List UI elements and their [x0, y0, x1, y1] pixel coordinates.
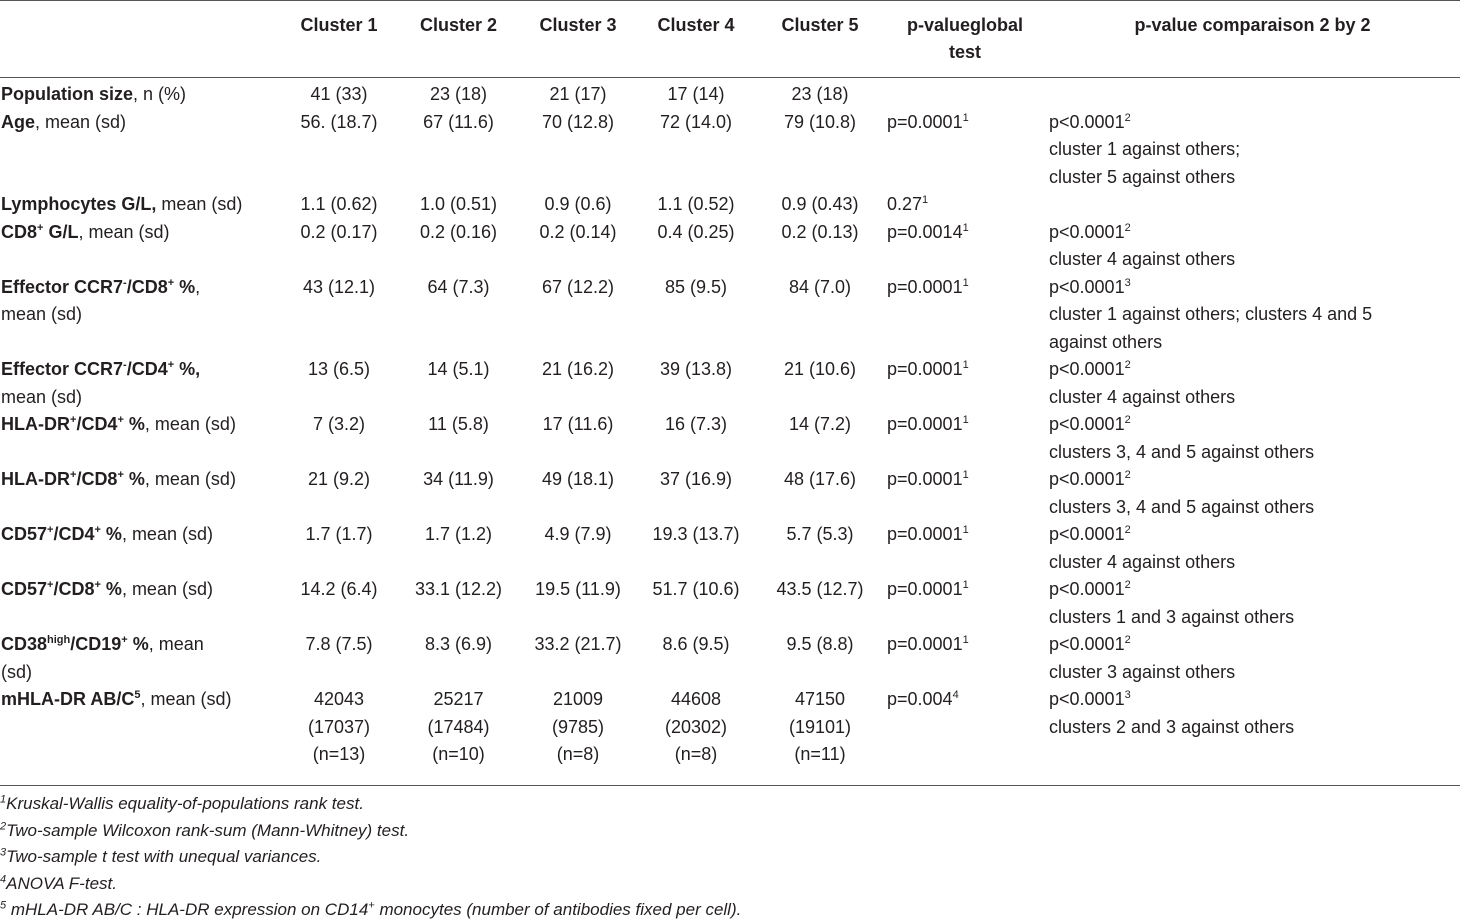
cell-cluster-3: 33.2 (21.7): [534, 634, 622, 654]
cell-cluster-4: 72 (14.0): [659, 111, 733, 132]
cell-pvalue-2by2: $p<0.0001^2$ cluster 1 against others; cluster 5 against others: [1049, 111, 1241, 187]
cell-cluster-2: 14 (5.1): [427, 359, 490, 379]
cell-cluster-4: 85 (9.5): [664, 276, 728, 297]
cell-cluster-3: 0.9 (0.6): [544, 194, 612, 214]
row-label: CD8+ G/L, mean (sd): [1, 221, 170, 242]
footnote-4: $^4$ANOVA F-test.: [0, 872, 117, 893]
row-label: mHLA-DR $AB/C^5$, mean (sd): [1, 689, 232, 709]
cell-cluster-3: 70 (12.8): [541, 111, 615, 132]
cell-cluster-3: 67 (12.2): [541, 276, 615, 297]
cell-cluster-4: 19.3 (13.7): [652, 524, 740, 544]
cell-pvalue-global: $p=0.0001^1$: [887, 359, 969, 379]
cell-cluster-2: 25217 (17484) (n=10): [427, 689, 490, 764]
cell-cluster-5: 14 (7.2): [788, 414, 852, 434]
cell-pvalue-global: $p=0.0001^1$: [887, 524, 969, 544]
cell-cluster-3: 4.9 (7.9): [544, 524, 612, 544]
cell-cluster-5: 43.5 (12.7): [776, 579, 864, 599]
top-rule: [0, 0, 1460, 1]
cell-cluster-1: 13 (6.5): [307, 359, 371, 379]
header-label: [0, 12, 280, 78]
row-label: Lymphocytes G/L, mean (sd): [1, 194, 243, 214]
cell-cluster-4: 1.1 (0.52): [657, 194, 735, 214]
cell-pvalue-2by2: $p<0.0001^2$ clusters 1 and 3 against others: [1049, 579, 1295, 627]
cell-cluster-2: 64 (7.3): [427, 276, 490, 297]
cell-cluster-1: 41 (33): [310, 84, 368, 104]
cell-cluster-1: 42043 (17037) (n=13): [307, 689, 371, 764]
header-pvalue-global: p-valueglobal test: [906, 15, 1023, 62]
header-cluster-5: Cluster 5: [781, 15, 859, 35]
cell-cluster-5: 5.7 (5.3): [786, 524, 854, 544]
cell-cluster-4: 8.6 (9.5): [662, 634, 730, 654]
cell-pvalue-global: $p=0.004^4$: [887, 689, 959, 709]
cell-pvalue-2by2: $p<0.0001^2$ cluster 4 against others: [1049, 359, 1236, 407]
bottom-rule: [0, 785, 1460, 786]
cell-cluster-4: 17 (14): [667, 84, 725, 104]
cell-cluster-5: 48 (17.6): [783, 469, 857, 489]
cell-pvalue-2by2: $p<0.0001^3$ cluster 1 against others; clusters 4 and 5 against others: [1049, 276, 1373, 352]
cell-cluster-3: 0.2 (0.14): [539, 221, 617, 242]
cell-cluster-5: 47150 (19101) (n=11): [788, 689, 852, 764]
table-row: [0, 521, 1460, 576]
footnotes: [0, 791, 741, 924]
cell-cluster-1: 1.1 (0.62): [300, 194, 378, 214]
cell-pvalue-global: $p=0.0001^1$: [887, 469, 969, 489]
cell-pvalue-2by2: [1045, 191, 1460, 219]
row-label: Population size, n (%): [1, 84, 187, 104]
cell-pvalue-2by2: $p<0.0001^3$ clusters 2 and 3 against others: [1049, 689, 1295, 737]
cell-pvalue-2by2: $p<0.0001^2$ cluster 4 against others: [1049, 221, 1236, 269]
cell-pvalue-2by2: [1045, 78, 1460, 109]
cell-cluster-3: 49 (18.1): [541, 469, 615, 489]
cell-cluster-1: 43 (12.1): [302, 276, 376, 297]
cell-cluster-4: 16 (7.3): [664, 414, 728, 434]
table-row: [0, 191, 1460, 219]
table-row: [0, 274, 1460, 357]
cell-cluster-1: 21 (9.2): [307, 469, 371, 489]
cell-pvalue-global: 0.27$^1$: [887, 194, 929, 214]
cell-cluster-2: 67 (11.6): [423, 111, 494, 132]
cluster-table: [0, 12, 1460, 769]
cell-pvalue-global: $p=0.0001^1$: [887, 579, 969, 599]
cell-cluster-1: 14.2 (6.4): [300, 579, 378, 599]
cell-cluster-5: 21 (10.6): [783, 359, 857, 379]
cell-cluster-2: 8.3 (6.9): [424, 634, 493, 654]
cell-cluster-5: 9.5 (8.8): [786, 634, 854, 654]
cell-cluster-3: 21 (17): [549, 84, 607, 104]
cell-cluster-1: 7 (3.2): [312, 414, 366, 434]
cell-cluster-5: 0.2 (0.13): [781, 221, 859, 242]
cell-pvalue-global: $p=0.0001^1$: [887, 414, 969, 434]
cell-cluster-3: 21 (16.2): [541, 359, 615, 379]
cell-cluster-3: 19.5 (11.9): [535, 579, 621, 599]
row-label: CD57+/CD8+ %, mean (sd): [1, 579, 213, 599]
table-row: [0, 78, 1460, 109]
row-label: HLA-DR+/CD8+ %, mean (sd): [1, 469, 236, 489]
row-label: Effector CCR7-/CD8+ %, mean (sd): [1, 276, 201, 324]
cell-pvalue-global: $p=0.0014^1$: [887, 221, 969, 242]
row-label: HLA-DR+/CD4+ %, mean (sd): [1, 414, 236, 434]
cell-cluster-4: 37 (16.9): [659, 469, 733, 489]
table-row: [0, 631, 1460, 686]
cell-cluster-5: 0.9 (0.43): [781, 194, 859, 214]
cell-pvalue-global: $p=0.0001^1$: [887, 111, 969, 132]
cell-pvalue-global: $p=0.0001^1$: [887, 276, 969, 297]
row-label: Age, mean (sd): [1, 111, 127, 132]
row-label: $CD38^{high}/CD19^+$ %, mean (sd): [1, 634, 204, 682]
cell-cluster-1: 56. (18.7): [300, 111, 378, 132]
header-cluster-1: Cluster 1: [300, 15, 378, 35]
table-row: [0, 686, 1460, 769]
table-row: [0, 356, 1460, 411]
cell-cluster-2: 11 (5.8): [428, 414, 489, 434]
cell-cluster-2: 1.0 (0.51): [419, 194, 498, 214]
table-row: [0, 576, 1460, 631]
cell-cluster-2: 34 (11.9): [423, 469, 494, 489]
cell-pvalue-2by2: $p<0.0001^2$ clusters 3, 4 and 5 against others: [1049, 469, 1315, 517]
cell-pvalue-global: $p=0.0001^1$: [887, 634, 969, 654]
cell-cluster-1: 0.2 (0.17): [300, 221, 378, 242]
cell-cluster-4: 0.4 (0.25): [657, 221, 735, 242]
table-row: [0, 109, 1460, 192]
cell-pvalue-global: [885, 78, 1045, 109]
cell-cluster-2: 1.7 (1.2): [424, 524, 493, 544]
footnote-5: $^5$ mHLA-DR AB/C : HLA-DR expression on CD14+ monocytes (number of antibodies fixed per cell).: [0, 899, 742, 919]
cell-cluster-3: 17 (11.6): [542, 414, 614, 434]
cell-pvalue-2by2: $p<0.0001^2$ clusters 3, 4 and 5 against others: [1049, 414, 1315, 462]
cell-cluster-5: 84 (7.0): [788, 276, 852, 297]
cell-cluster-5: 23 (18): [791, 84, 849, 104]
cell-pvalue-2by2: $p<0.0001^2$ cluster 4 against others: [1049, 524, 1236, 572]
table-row: [0, 466, 1460, 521]
footnote-2: $^2$Two-sample Wilcoxon rank-sum (Mann-Whitney) test.: [0, 819, 410, 840]
footnote-3: $^3$Two-sample t test with unequal variances.: [0, 846, 322, 866]
header-cluster-4: Cluster 4: [657, 15, 735, 35]
cell-cluster-2: 0.2 (0.16): [419, 221, 498, 242]
table-row: [0, 219, 1460, 274]
cell-pvalue-2by2: $p<0.0001^2$ cluster 3 against others: [1049, 634, 1236, 682]
header-pvalue-2by2: p-value comparaison 2 by 2: [1134, 15, 1371, 35]
header-cluster-2: Cluster 2: [419, 15, 498, 35]
cell-cluster-5: 79 (10.8): [783, 111, 857, 132]
cell-cluster-3: 21009 (9785) (n=8): [551, 689, 605, 764]
cell-cluster-4: 44608 (20302) (n=8): [664, 689, 728, 764]
cell-cluster-1: 7.8 (7.5): [305, 634, 373, 654]
table-row: [0, 411, 1460, 466]
cell-cluster-2: 23 (18): [429, 84, 488, 104]
cell-cluster-2: 33.1 (12.2): [414, 579, 503, 599]
header-cluster-3: Cluster 3: [539, 15, 617, 35]
footnote-1: $^1$Kruskal-Wallis equality-of-populations rank test.: [0, 793, 364, 813]
row-label: Effector CCR7-/CD4+ %, mean (sd): [1, 359, 201, 407]
cell-cluster-1: 1.7 (1.7): [305, 524, 373, 544]
cell-cluster-4: 39 (13.8): [659, 359, 733, 379]
cell-cluster-4: 51.7 (10.6): [652, 579, 740, 599]
header-row: [0, 12, 1460, 78]
row-label: CD57+/CD4+ %, mean (sd): [1, 524, 213, 544]
